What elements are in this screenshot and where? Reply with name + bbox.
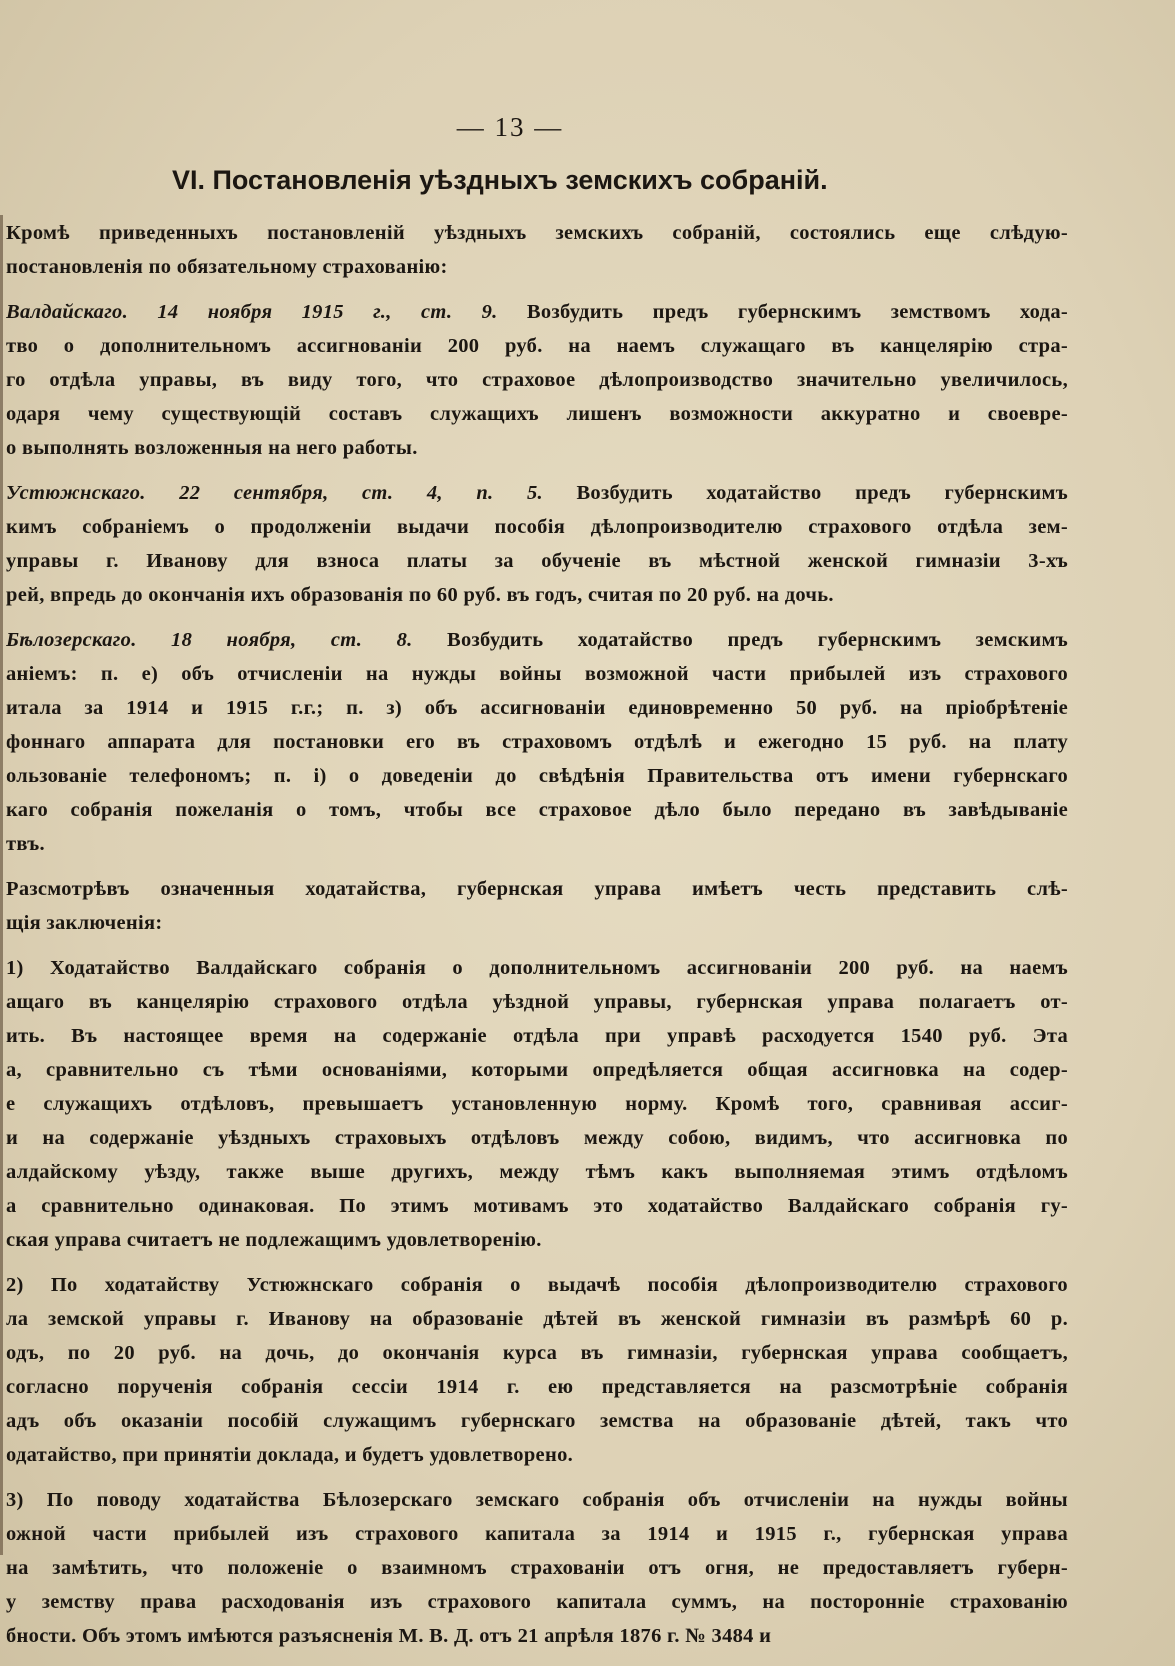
text-line	[6, 397, 1068, 431]
text-line	[6, 827, 1068, 861]
text-line	[6, 578, 1068, 612]
page-edge-shadow	[0, 215, 3, 1555]
text-line	[6, 1189, 1068, 1223]
text-line	[6, 1087, 1068, 1121]
text-line	[6, 1053, 1068, 1087]
text-line	[6, 793, 1068, 827]
line-text: итала за 1914 и 1915 г.г.; п. з) объ ассигнованіи единовременно 50 руб. на пріобрѣтеніе	[6, 697, 1068, 719]
text-line	[6, 329, 1068, 363]
text-line	[6, 1404, 1068, 1438]
line-text: ользованіе телефономъ; п. і) о доведеніи до свѣдѣнія Правительства отъ имени губернскаго	[6, 765, 1068, 787]
line-text: алдайскому уѣзду, также выше другихъ, между тѣмъ какъ выполняемая этимъ отдѣломъ	[6, 1161, 1068, 1183]
line-text: ская управа считаетъ не подлежащимъ удовлетворенію.	[6, 1229, 542, 1251]
text-line	[6, 759, 1068, 793]
line-text: одаря чему существующій составъ служащихъ лишенъ возможности аккуратно и своевре-	[6, 403, 1068, 425]
paragraph	[6, 1483, 1068, 1653]
line-text: фоннаго аппарата для постановки его въ страховомъ отдѣлѣ и ежегодно 15 руб. на плату	[6, 731, 1068, 753]
line-text: Возбудить ходатайство предъ губернскимъ	[542, 482, 1068, 504]
text-line	[6, 906, 1068, 940]
paragraph	[6, 1268, 1068, 1472]
paragraph-gap	[6, 465, 1068, 476]
text-line	[6, 1336, 1068, 1370]
line-text: согласно порученія собранія сессіи 1914 г. ею представляется на разсмотрѣніе собранія	[6, 1376, 1068, 1398]
text-line	[6, 657, 1068, 691]
text-line	[6, 544, 1068, 578]
line-text: одатайство, при принятіи доклада, и будетъ удовлетворено.	[6, 1444, 574, 1466]
line-text: твъ.	[6, 833, 45, 855]
line-text: 3) По поводу ходатайства Бѣлозерскаго земскаго собранія объ отчисленіи на нужды войны	[6, 1489, 1068, 1511]
line-text: 1) Ходатайство Валдайскаго собранія о дополнительномъ ассигнованіи 200 руб. на наемъ	[6, 957, 1068, 979]
paragraph	[6, 951, 1068, 1257]
line-text: каго собранія пожеланія о томъ, чтобы все страховое дѣло было передано въ завѣдываніе	[6, 799, 1068, 821]
text-line	[6, 1483, 1068, 1517]
line-text: а, сравнительно съ тѣми основаніями, которыми опредѣляется общая ассигновка на содер-	[6, 1059, 1068, 1081]
text-line	[6, 1223, 1068, 1257]
line-text: е служащихъ отдѣловъ, превышаетъ установленную норму. Кромѣ того, сравнивая ассиг-	[6, 1093, 1068, 1115]
line-text: о выполнять возложенныя на него работы.	[6, 437, 418, 459]
paragraph-gap	[6, 1472, 1068, 1483]
line-text: ащаго въ канцелярію страхового отдѣла уѣздной управы, губернская управа полагаетъ от-	[6, 991, 1068, 1013]
line-lead-italic: Устюжнскаго. 22 сентября, ст. 4, п. 5.	[6, 482, 543, 504]
text-line	[6, 1268, 1068, 1302]
text-line	[6, 1585, 1068, 1619]
line-text: рей, впредь до окончанія ихъ образованія по 60 руб. въ годъ, считая по 20 руб. на дочь.	[6, 584, 834, 606]
text-line	[6, 1438, 1068, 1472]
line-text: го отдѣла управы, въ виду того, что страховое дѣлопроизводство значительно увеличилось,	[6, 369, 1068, 391]
paragraph-gap	[6, 1257, 1068, 1268]
line-text: аніемъ: п. е) объ отчисленіи на нужды войны возможной части прибылей изъ страхового	[6, 663, 1068, 685]
line-text: Кромѣ приведенныхъ постановленій уѣздныхъ земскихъ собраній, состоялись еще слѣдую-	[6, 222, 1068, 244]
line-text: тво о дополнительномъ ассигнованіи 200 руб. на наемъ служащаго въ канцелярію стра-	[6, 335, 1068, 357]
page-number: — 13 —	[456, 112, 564, 142]
line-text: Возбудить ходатайство предъ губернскимъ земскимъ	[412, 629, 1068, 651]
paragraph	[6, 476, 1068, 612]
text-line	[6, 1121, 1068, 1155]
line-text: на замѣтить, что положеніе о взаимномъ страхованіи отъ огня, не предоставляетъ губерн-	[6, 1557, 1068, 1579]
paragraph-gap	[6, 861, 1068, 872]
text-line	[6, 1155, 1068, 1189]
line-text: у земству права расходованія изъ страхового капитала суммъ, на посторонніе страхованію	[6, 1591, 1068, 1613]
line-text: управы г. Иванову для взноса платы за обученіе въ мѣстной женской гимназіи 3-хъ	[6, 550, 1068, 572]
line-text: кимъ собраніемъ о продолженіи выдачи пособія дѣлопроизводителю страхового отдѣла зем-	[6, 516, 1068, 538]
text-line	[6, 1370, 1068, 1404]
paragraph-gap	[6, 940, 1068, 951]
line-text: ла земской управы г. Иванову на образованіе дѣтей въ женской гимназіи въ размѣрѣ 60 р.	[6, 1308, 1068, 1330]
line-text: адъ объ оказаніи пособій служащимъ губернскаго земства на образованіе дѣтей, такъ что	[6, 1410, 1068, 1432]
text-line	[6, 623, 1068, 657]
text-line	[6, 872, 1068, 906]
line-text: и на содержаніе уѣздныхъ страховыхъ отдѣловъ между собою, видимъ, что ассигновка по	[6, 1127, 1068, 1149]
line-text: ить. Въ настоящее время на содержаніе отдѣла при управѣ расходуется 1540 руб. Эта	[6, 1025, 1068, 1047]
text-line	[6, 431, 1068, 465]
text-line	[6, 476, 1068, 510]
line-lead-italic: Бѣлозерскаго. 18 ноября, ст. 8.	[6, 629, 413, 651]
text-line	[6, 510, 1068, 544]
line-text: бности. Объ этомъ имѣются разъясненія М. В. Д. отъ 21 апрѣля 1876 г. № 3484 и	[6, 1625, 772, 1647]
line-text: одъ, по 20 руб. на дочь, до окончанія курса въ гимназіи, губернская управа сообщаетъ,	[6, 1342, 1068, 1364]
text-line	[6, 216, 1068, 250]
body-text	[6, 216, 1068, 1653]
text-line	[6, 1551, 1068, 1585]
text-line	[6, 1619, 1068, 1653]
paragraph	[6, 623, 1068, 861]
text-line	[6, 250, 1068, 284]
paragraph	[6, 295, 1068, 465]
text-line	[6, 985, 1068, 1019]
paragraph	[6, 872, 1068, 940]
line-text: а сравнительно одинаковая. По этимъ мотивамъ это ходатайство Валдайскаго собранія гу-	[6, 1195, 1068, 1217]
section-title: VI. Постановленія уѣздныхъ земскихъ собраній.	[172, 165, 828, 195]
text-line	[6, 363, 1068, 397]
paragraph	[6, 216, 1068, 284]
line-text: Разсмотрѣвъ означенныя ходатайства, губернская управа имѣетъ честь представить слѣ-	[6, 878, 1068, 900]
text-line	[6, 1019, 1068, 1053]
text-line	[6, 1302, 1068, 1336]
paragraph-gap	[6, 284, 1068, 295]
line-text: 2) По ходатайству Устюжнскаго собранія о выдачѣ пособія дѣлопроизводителю страхового	[6, 1274, 1068, 1296]
text-line	[6, 951, 1068, 985]
text-line	[6, 691, 1068, 725]
line-text: Возбудить предъ губернскимъ земствомъ хода-	[497, 301, 1068, 323]
text-line	[6, 1517, 1068, 1551]
text-line	[6, 295, 1068, 329]
line-text: щія заключенія:	[6, 912, 163, 934]
line-lead-italic: Валдайскаго. 14 ноября 1915 г., ст. 9.	[6, 301, 498, 323]
paragraph-gap	[6, 612, 1068, 623]
text-line	[6, 725, 1068, 759]
line-text: ожной части прибылей изъ страхового капитала за 1914 и 1915 г., губернская управа	[6, 1523, 1068, 1545]
line-text: постановленія по обязательному страхованію:	[6, 256, 448, 278]
